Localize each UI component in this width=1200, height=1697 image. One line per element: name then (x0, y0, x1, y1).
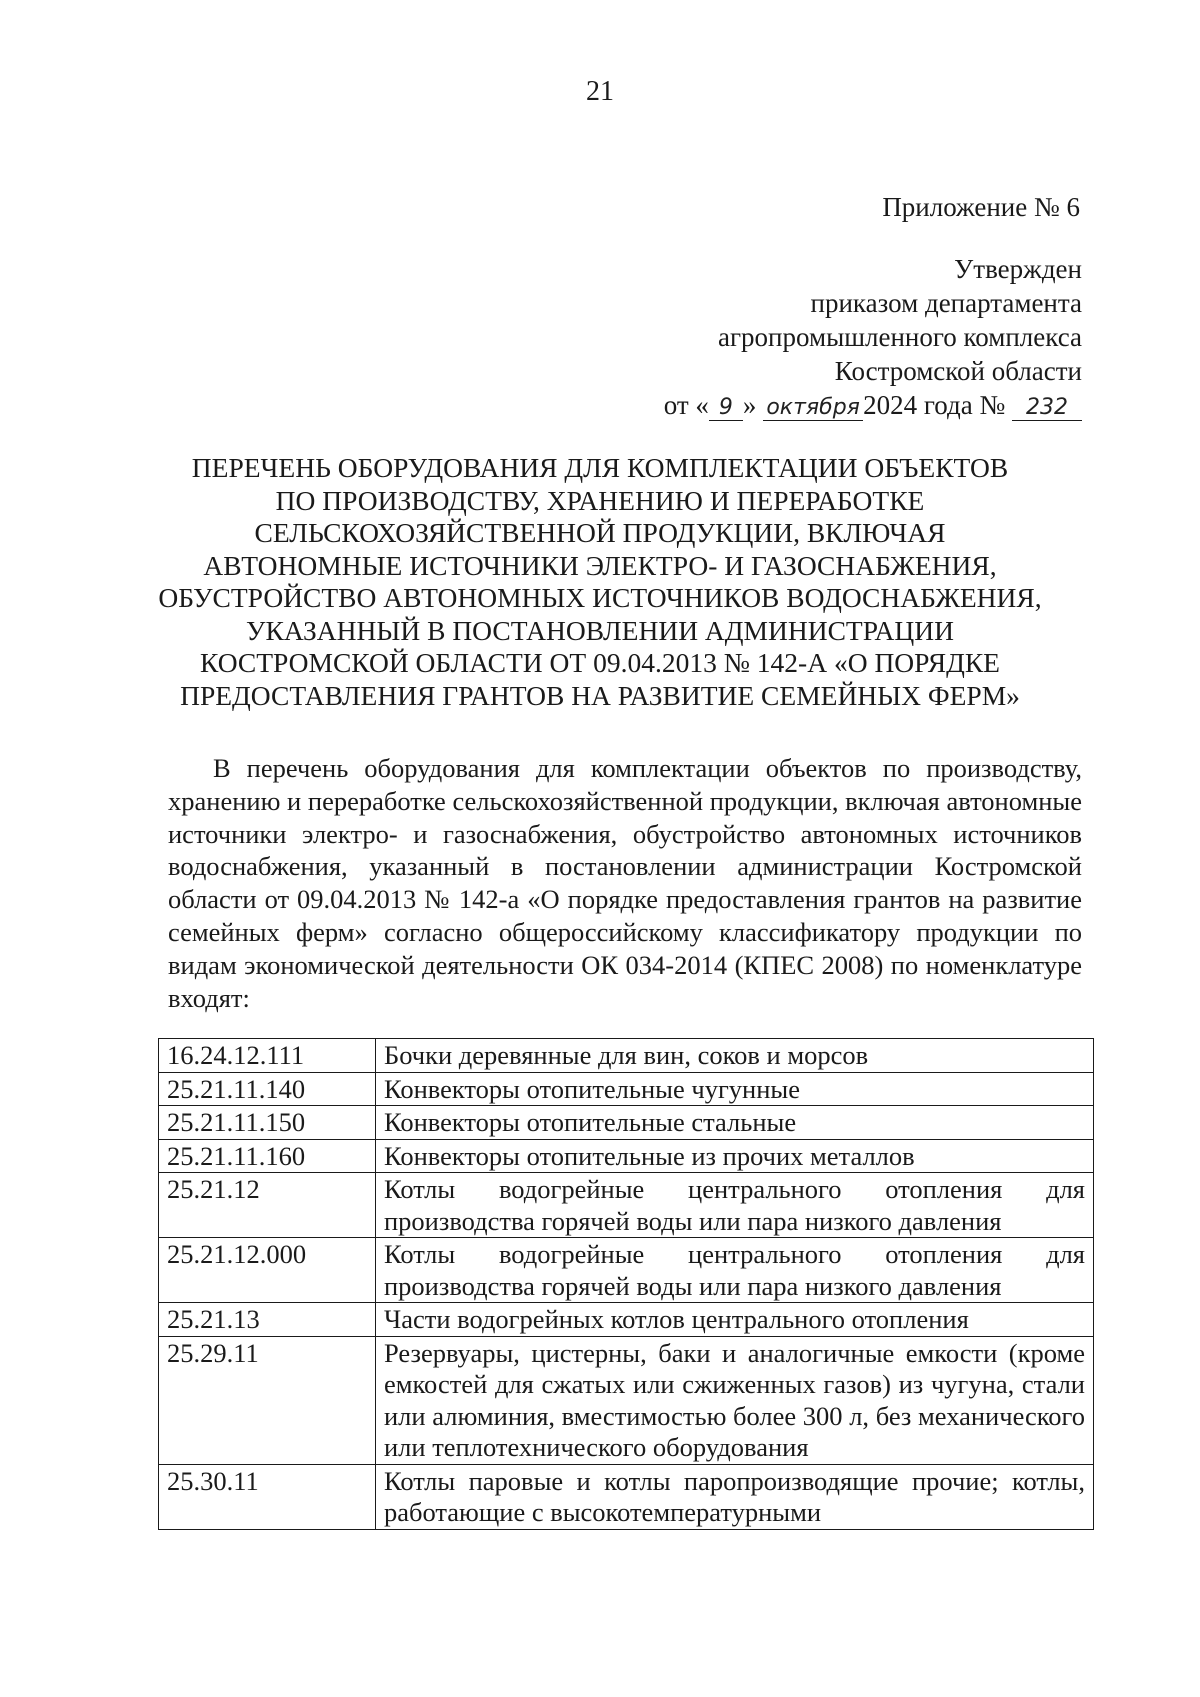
table-cell-code: 25.21.12.000 (159, 1238, 376, 1303)
table-row (159, 1336, 1094, 1464)
approval-line: Костромской области (834, 356, 1082, 386)
table-row (159, 1106, 1094, 1140)
table-cell-description: Котлы паровые и котлы паропроизводящие прочие; котлы, работающие с высокотемпературными (376, 1464, 1094, 1529)
body-paragraph: В перечень оборудования для комплектации объектов по производству, хранению и переработке сельскохозяйственной продукции, включая автономные источники электро- и газоснабжения, обустройство автономных источников водоснабжения, указанный в постановлении администрации Костромской области от 09.04.2013 № 142-а «О порядке предоставления грантов на развитие семейных ферм» согласно общероссийскому классификатору продукции по видам экономической деятельности ОК 034-2014 (КПЕС 2008) по номенклатуре входят: (168, 753, 1082, 1013)
appendix-label: Приложение № 6 (882, 192, 1080, 222)
table-row (159, 1173, 1094, 1238)
table-cell-code: 25.30.11 (159, 1464, 376, 1529)
table-row (159, 1303, 1094, 1337)
table-cell-code: 25.29.11 (159, 1336, 376, 1464)
table-row (159, 1238, 1094, 1303)
table-cell-code: 25.21.13 (159, 1303, 376, 1337)
title-line: ПО ПРОИЗВОДСТВУ, ХРАНЕНИЮ И ПЕРЕРАБОТКЕ (275, 484, 925, 516)
table-cell-description: Конвекторы отопительные стальные (376, 1106, 1094, 1140)
table-cell-description: Конвекторы отопительные из прочих металлов (376, 1139, 1094, 1173)
table-cell-code: 25.21.11.150 (159, 1106, 376, 1140)
title-line: ОБУСТРОЙСТВО АВТОНОМНЫХ ИСТОЧНИКОВ ВОДОСНАБЖЕНИЯ, (158, 582, 1042, 613)
table-cell-description: Части водогрейных котлов центрального отопления (376, 1303, 1094, 1337)
title-line: КОСТРОМСКОЙ ОБЛАСТИ ОТ 09.04.2013 № 142-А «О ПОРЯДКЕ (200, 647, 1000, 678)
handwritten-day: 9 (709, 396, 743, 421)
title-line: СЕЛЬСКОХОЗЯЙСТВЕННОЙ ПРОДУКЦИИ, ВКЛЮЧАЯ (254, 517, 946, 548)
document-title (120, 452, 1080, 712)
table-cell-description: Котлы водогрейные центрального отопления для производства горячей воды или пара низкого давления (376, 1173, 1094, 1238)
table-row (159, 1139, 1094, 1173)
approval-block (664, 252, 1082, 422)
approval-line: приказом департамента (810, 288, 1082, 318)
approval-line: агропромышленного комплекса (718, 322, 1082, 352)
table-row (159, 1072, 1094, 1106)
approval-date-line (664, 388, 1082, 422)
page-number: 21 (586, 76, 614, 107)
table-cell-description: Бочки деревянные для вин, соков и морсов (376, 1039, 1094, 1073)
date-year-text: 2024 года № (863, 390, 1006, 420)
table-cell-description: Конвекторы отопительные чугунные (376, 1072, 1094, 1106)
table-cell-code: 25.21.11.160 (159, 1139, 376, 1173)
table-row (159, 1464, 1094, 1529)
date-mid: » (742, 390, 757, 420)
table-row (159, 1039, 1094, 1073)
equipment-table (158, 1038, 1094, 1530)
approval-line: Утвержден (954, 254, 1082, 284)
title-line: УКАЗАННЫЙ В ПОСТАНОВЛЕНИИ АДМИНИСТРАЦИИ (246, 614, 954, 646)
table-cell-code: 25.21.11.140 (159, 1072, 376, 1106)
handwritten-order-number: 232 (1012, 396, 1082, 421)
table-cell-description: Котлы водогрейные центрального отопления для производства горячей воды или пара низкого давления (376, 1238, 1094, 1303)
title-line: АВТОНОМНЫЕ ИСТОЧНИКИ ЭЛЕКТРО- И ГАЗОСНАБЖЕНИЯ, (203, 549, 997, 581)
date-prefix: от « (663, 390, 709, 420)
handwritten-month: октября (763, 396, 863, 421)
title-line: ПЕРЕЧЕНЬ ОБОРУДОВАНИЯ ДЛЯ КОМПЛЕКТАЦИИ ОБЪЕКТОВ (191, 452, 1009, 483)
title-line: ПРЕДОСТАВЛЕНИЯ ГРАНТОВ НА РАЗВИТИЕ СЕМЕЙНЫХ ФЕРМ» (180, 679, 1020, 711)
table-cell-description: Резервуары, цистерны, баки и аналогичные емкости (кроме емкостей для сжатых или сжиженных газов) из чугуна, стали или алюминия, вместимостью более 300 л, без механического или теплотехнического оборудования (376, 1336, 1094, 1464)
table-cell-code: 25.21.12 (159, 1173, 376, 1238)
table-cell-code: 16.24.12.111 (159, 1039, 376, 1073)
